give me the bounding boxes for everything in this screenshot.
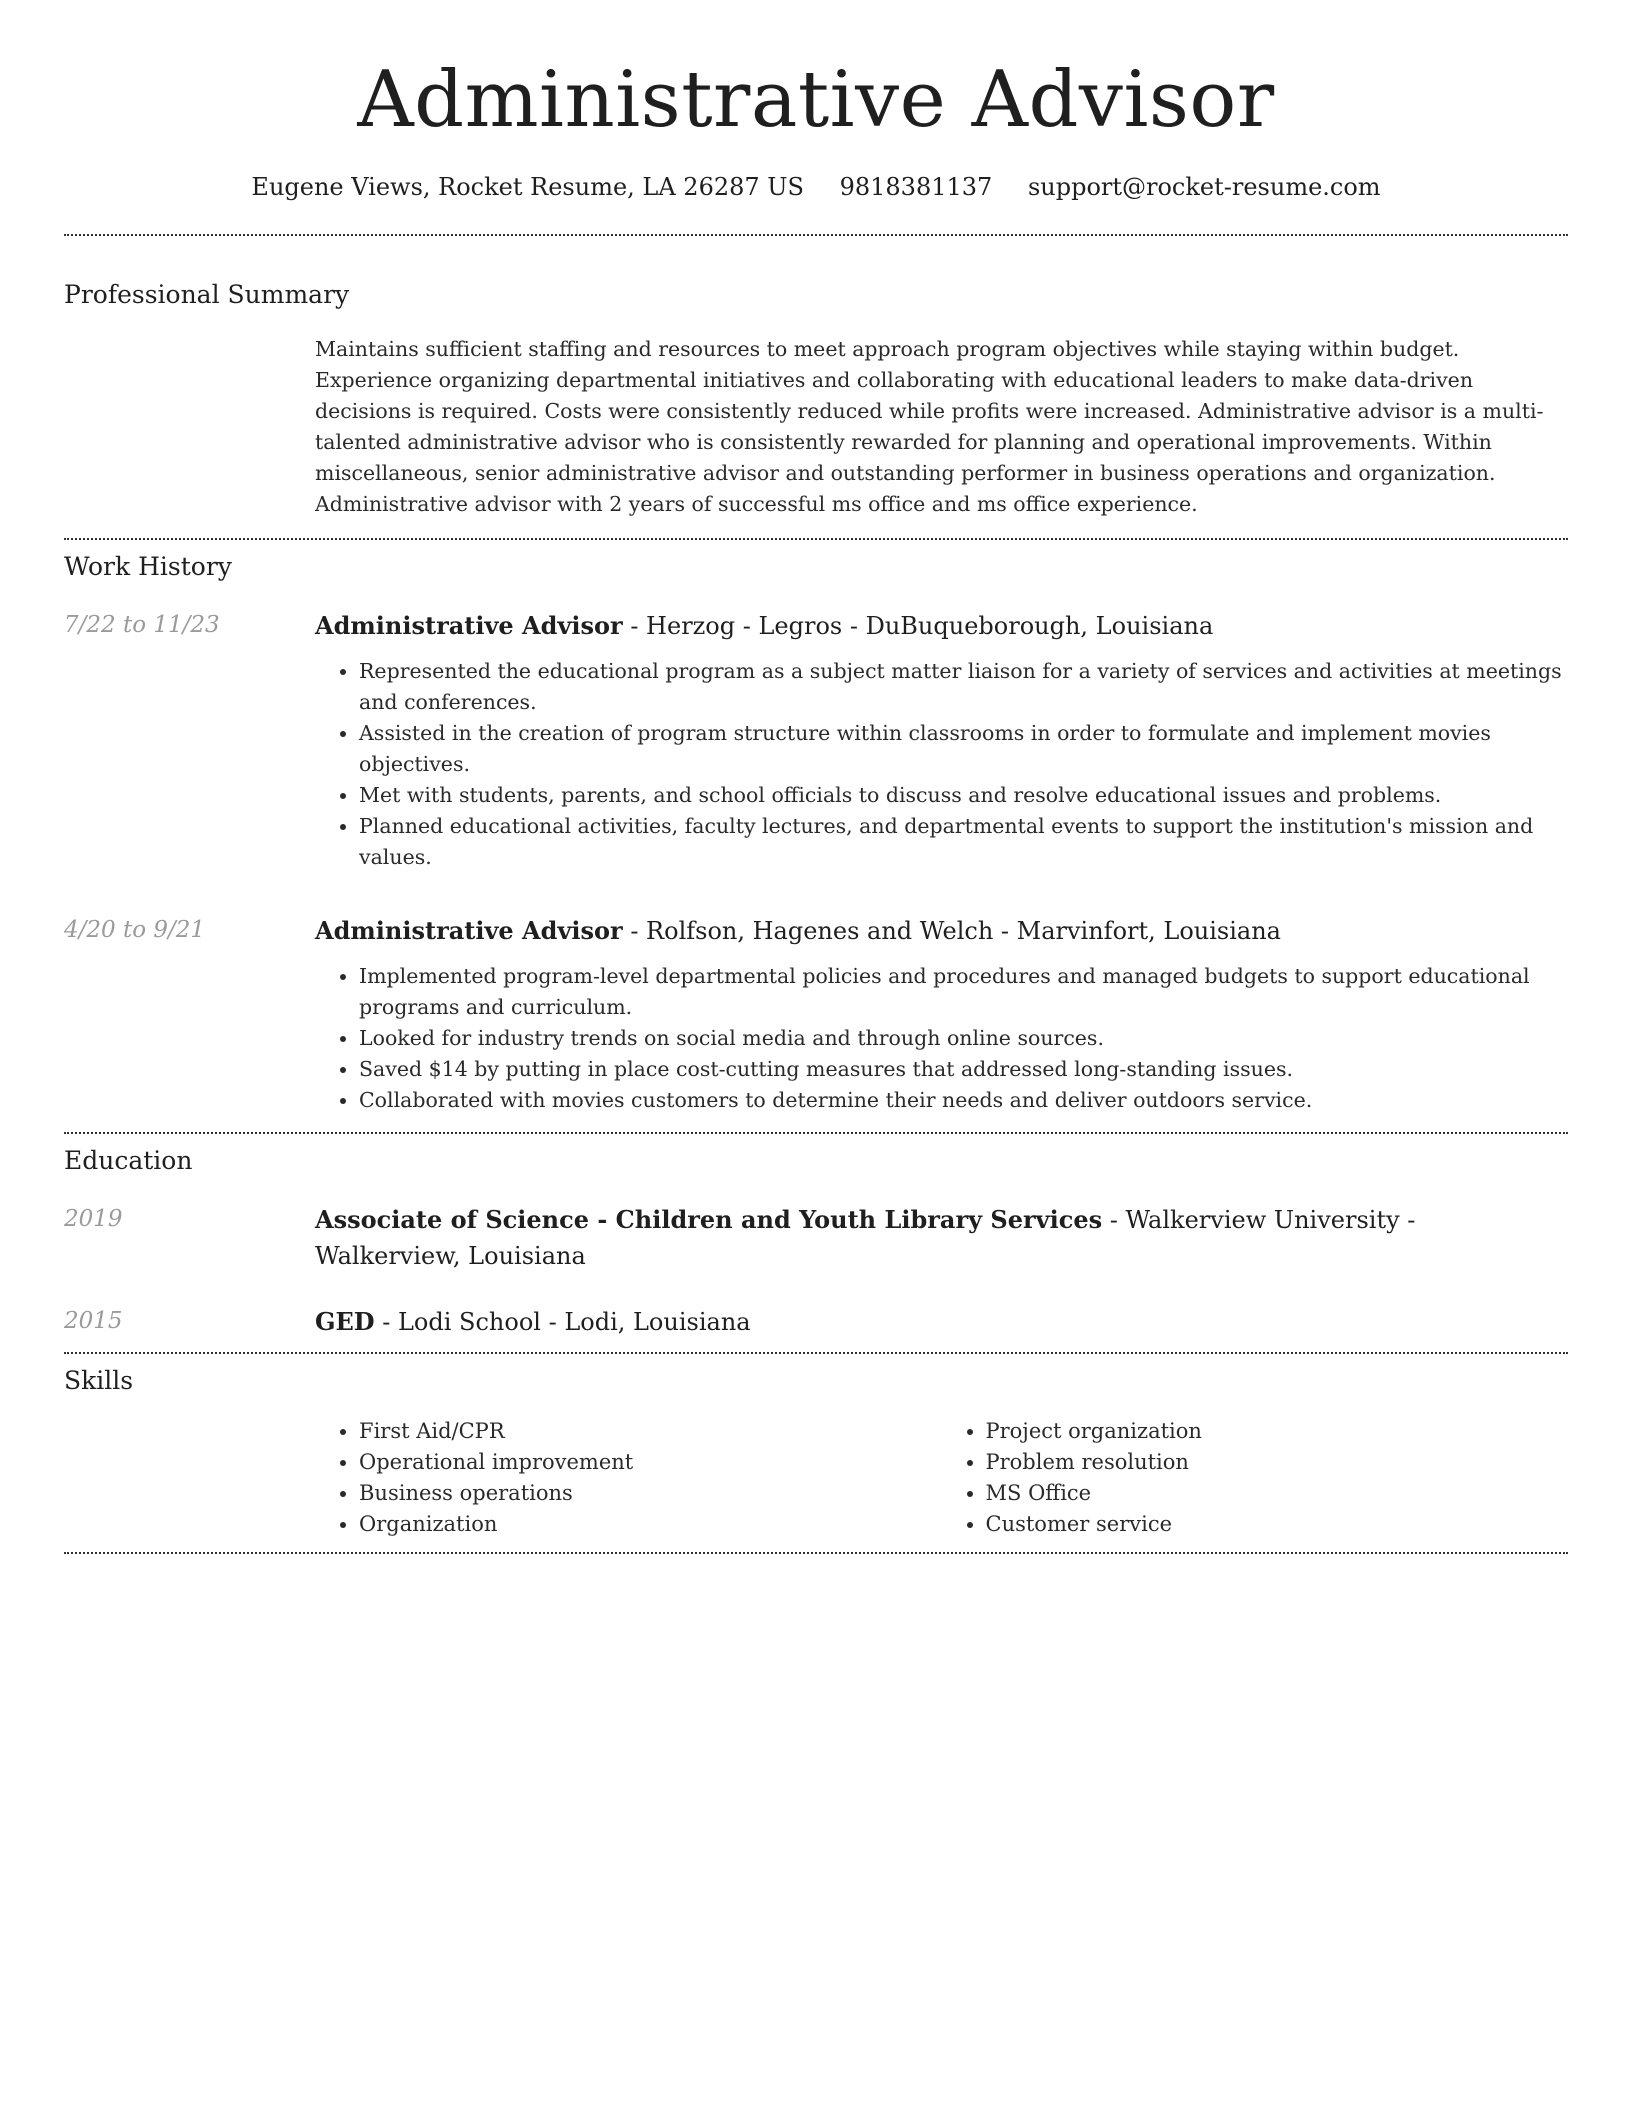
work-bullet: • Represented the educational program as a subject matter liaison for a variety of services and activities at meetings and conferences.	[359, 656, 1568, 718]
skills-grid	[315, 1416, 1568, 1540]
summary-text: Maintains sufficient staffing and resources to meet approach program objectives while staying within budget. Experience organizing departmental initiatives and collaborating with educational leaders to make data-driven decisions is required. Costs were consistently reduced while profits were increased. Administrative advisor is a multi-talented administrative advisor who is consistently rewarded for planning and operational improvements. Within miscellaneous, senior administrative advisor and outstanding performer in business operations and organization. Administrative advisor with 2 years of successful ms office and ms office experience.	[315, 337, 1544, 516]
skill-item: • Project organization	[986, 1416, 1569, 1447]
resume-header	[64, 0, 1568, 204]
work-bullet: • Saved $14 by putting in place cost-cutting measures that addressed long-standing issues.	[359, 1054, 1568, 1085]
skill-item: • Organization	[359, 1509, 942, 1540]
skill-item: • Problem resolution	[986, 1447, 1569, 1478]
work-bullet: • Met with students, parents, and school officials to discuss and resolve educational issues and problems.	[359, 780, 1568, 811]
education-entry-title	[315, 1202, 1568, 1274]
skill-item: • Customer service	[986, 1509, 1569, 1540]
work-bullets	[315, 961, 1568, 1116]
work-entry-body	[315, 913, 1568, 1116]
work-bullets	[315, 656, 1568, 873]
work-entry	[64, 608, 1568, 873]
work-employer: - Rolfson, Hagenes and Welch - Marvinfort, Louisiana	[622, 917, 1281, 945]
skills-section	[64, 1354, 1568, 1552]
education-entry	[64, 1202, 1568, 1274]
skill-item: • First Aid/CPR	[359, 1416, 942, 1447]
education-degree: Associate of Science - Children and Youth Library Services	[315, 1205, 1103, 1234]
education-date: 2015	[64, 1308, 123, 1334]
education-entry-title	[315, 1304, 1568, 1340]
contact-address: Eugene Views, Rocket Resume, LA 26287 US	[251, 173, 804, 201]
work-bullet: • Collaborated with movies customers to determine their needs and deliver outdoors service.	[359, 1085, 1568, 1116]
education-degree: GED	[315, 1307, 375, 1336]
work-entry-title	[315, 913, 1568, 949]
education-entry-body	[315, 1202, 1568, 1274]
work-employer: - Herzog - Legros - DuBuqueborough, Louisiana	[622, 612, 1214, 640]
work-role: Administrative Advisor	[315, 611, 623, 640]
work-date: 4/20 to 9/21	[64, 917, 206, 943]
education-date: 2019	[64, 1206, 123, 1232]
work-date: 7/22 to 11/23	[64, 612, 220, 638]
skill-item: • Operational improvement	[359, 1447, 942, 1478]
skill-item: • Business operations	[359, 1478, 942, 1509]
section-title-education: Education	[64, 1146, 193, 1175]
education-entry-body	[315, 1304, 1568, 1340]
professional-summary-section	[64, 236, 1568, 538]
candidate-name: Administrative Advisor	[357, 55, 1275, 145]
section-title-skills: Skills	[64, 1366, 134, 1395]
work-entry-body	[315, 608, 1568, 873]
work-role: Administrative Advisor	[315, 916, 623, 945]
section-title-work: Work History	[64, 552, 232, 581]
contact-line	[64, 170, 1568, 204]
work-bullet: • Assisted in the creation of program structure within classrooms in order to formulate and implement movies objectives.	[359, 718, 1568, 780]
work-entry-title	[315, 608, 1568, 644]
work-bullet: • Planned educational activities, faculty lectures, and departmental events to support the institution's mission and values.	[359, 811, 1568, 873]
education-school: - Lodi School - Lodi, Louisiana	[374, 1308, 751, 1336]
work-history-section	[64, 540, 1568, 1132]
work-bullet: • Looked for industry trends on social media and through online sources.	[359, 1023, 1568, 1054]
work-entry	[64, 913, 1568, 1116]
section-title-summary: Professional Summary	[64, 280, 350, 309]
skills-column-left	[315, 1416, 942, 1540]
education-section	[64, 1134, 1568, 1352]
education-school: - Walkerview University - Walkerview, Louisiana	[315, 1206, 1416, 1270]
education-entry	[64, 1304, 1568, 1340]
skill-item: • MS Office	[986, 1478, 1569, 1509]
work-bullet: • Implemented program-level departmental policies and procedures and managed budgets to support educational programs and curriculum.	[359, 961, 1568, 1023]
contact-email: support@rocket-resume.com	[1027, 173, 1381, 201]
section-divider	[64, 1552, 1568, 1554]
contact-phone: 9818381137	[839, 173, 993, 201]
skills-column-right	[942, 1416, 1569, 1540]
